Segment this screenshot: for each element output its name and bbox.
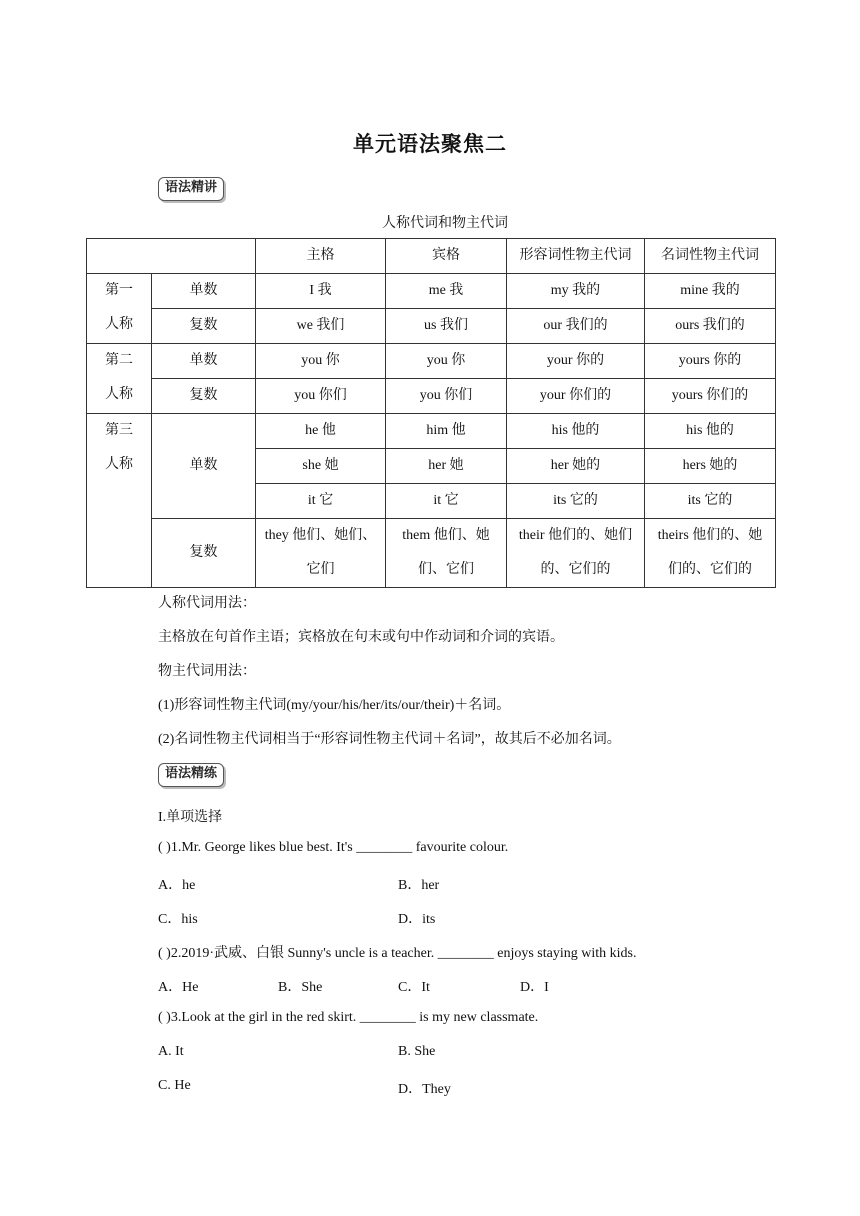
person-label: 第二 — [105, 353, 133, 368]
table-row — [87, 309, 776, 344]
section-tag-grammar-practice — [158, 763, 224, 787]
table-cell: your 你的 — [507, 344, 645, 379]
cell-line: 们、它们 — [418, 562, 474, 577]
question-stem: ( )2.2019·武威、白银 Sunny's uncle is a teacher. ________ enjoys staying with kids. — [158, 946, 637, 961]
section-tag-label: 语法精讲 — [165, 180, 218, 195]
cell-line: they 他们、她们、 — [264, 528, 377, 543]
note-line: (1)形容词性物主代词(my/your/his/her/its/our/their)＋名词。 — [158, 698, 511, 713]
cell-line: 的、它们的 — [540, 562, 611, 577]
table-cell: his 他的 — [645, 414, 776, 449]
number-label: 复数 — [152, 379, 256, 414]
table-cell: mine 我的 — [645, 274, 776, 309]
pronoun-table — [86, 238, 776, 588]
table-cell: my 我的 — [507, 274, 645, 309]
table-cell: you 你 — [386, 344, 507, 379]
table-cell: her 她 — [386, 449, 507, 484]
option-b[interactable]: B．She — [278, 980, 323, 995]
note-line: 主格放在句首作主语；宾格放在句末或句中作动词和介词的宾语。 — [158, 630, 564, 645]
table-cell: us 我们 — [386, 309, 507, 344]
exercise-heading: I.单项选择 — [158, 810, 223, 825]
note-line: 人称代词用法： — [158, 596, 256, 611]
option-b[interactable]: B．her — [398, 878, 440, 893]
table-row — [87, 274, 776, 309]
table-cell: hers 她的 — [645, 449, 776, 484]
table-cell: its 它的 — [507, 484, 645, 519]
table-cell: yours 你的 — [645, 344, 776, 379]
table-cell: she 她 — [256, 449, 386, 484]
table-caption: 人称代词和物主代词 — [382, 216, 508, 231]
table-header: 主格 — [256, 239, 386, 274]
option-c[interactable]: C．his — [158, 912, 198, 927]
table-cell: yours 你们的 — [645, 379, 776, 414]
table-cell: we 我们 — [256, 309, 386, 344]
cell-line: 们的、它们的 — [668, 562, 752, 577]
person-label: 人称 — [105, 387, 133, 402]
option-a[interactable]: A. It — [158, 1044, 184, 1059]
table-cell: ours 我们的 — [645, 309, 776, 344]
number-label: 单数 — [152, 274, 256, 309]
option-c[interactable]: C．It — [398, 980, 430, 995]
table-cell — [645, 519, 776, 588]
table-row — [87, 519, 776, 588]
table-cell: he 他 — [256, 414, 386, 449]
table-cell: your 你们的 — [507, 379, 645, 414]
option-b[interactable]: B. She — [398, 1044, 436, 1059]
table-cell — [386, 519, 507, 588]
table-cell: it 它 — [256, 484, 386, 519]
table-cell: it 它 — [386, 484, 507, 519]
table-cell: her 她的 — [507, 449, 645, 484]
option-d[interactable]: D．They — [398, 1082, 451, 1097]
option-a[interactable]: A．He — [158, 980, 199, 995]
table-cell: me 我 — [386, 274, 507, 309]
person-third-cell — [87, 414, 152, 588]
number-label: 单数 — [152, 414, 256, 519]
section-tag-label: 语法精练 — [165, 766, 218, 781]
table-header-row — [87, 239, 776, 274]
person-label: 人称 — [105, 457, 133, 472]
number-label: 复数 — [152, 309, 256, 344]
table-header: 宾格 — [386, 239, 507, 274]
cell-line: 它们 — [306, 562, 335, 577]
person-label: 第一 — [105, 283, 133, 298]
table-cell: you 你 — [256, 344, 386, 379]
table-header: 形容词性物主代词 — [507, 239, 645, 274]
person-label: 人称 — [105, 317, 133, 332]
number-label: 复数 — [152, 519, 256, 588]
table-cell: its 它的 — [645, 484, 776, 519]
cell-line: them 他们、她 — [402, 528, 490, 543]
person-label: 第三 — [105, 423, 133, 438]
note-line: (2)名词性物主代词相当于“形容词性物主代词＋名词”，故其后不必加名词。 — [158, 732, 621, 747]
note-line: 物主代词用法： — [158, 664, 256, 679]
cell-line: theirs 他们的、她 — [657, 528, 763, 543]
table-cell — [507, 519, 645, 588]
page-title: 单元语法聚焦二 — [353, 132, 507, 156]
table-cell: you 你们 — [256, 379, 386, 414]
option-c[interactable]: C. He — [158, 1078, 191, 1093]
table-header: 名词性物主代词 — [645, 239, 776, 274]
table-cell: him 他 — [386, 414, 507, 449]
table-cell — [256, 519, 386, 588]
question-stem: ( )3.Look at the girl in the red skirt. ________ is my new classmate. — [158, 1010, 539, 1025]
section-tag-grammar-explanation — [158, 177, 224, 201]
person-second-cell — [87, 344, 152, 414]
table-row — [87, 414, 776, 449]
cell-line: their 他们的、她们 — [518, 528, 633, 543]
table-row — [87, 379, 776, 414]
number-label: 单数 — [152, 344, 256, 379]
option-d[interactable]: D．I — [520, 980, 549, 995]
table-cell: our 我们的 — [507, 309, 645, 344]
table-cell: I 我 — [256, 274, 386, 309]
option-a[interactable]: A．he — [158, 878, 196, 893]
option-d[interactable]: D．its — [398, 912, 436, 927]
question-stem: ( )1.Mr. George likes blue best. It's ________ favourite colour. — [158, 840, 509, 855]
table-cell: you 你们 — [386, 379, 507, 414]
table-cell: his 他的 — [507, 414, 645, 449]
table-corner-cell — [87, 239, 256, 274]
table-row — [87, 344, 776, 379]
person-first-cell — [87, 274, 152, 344]
